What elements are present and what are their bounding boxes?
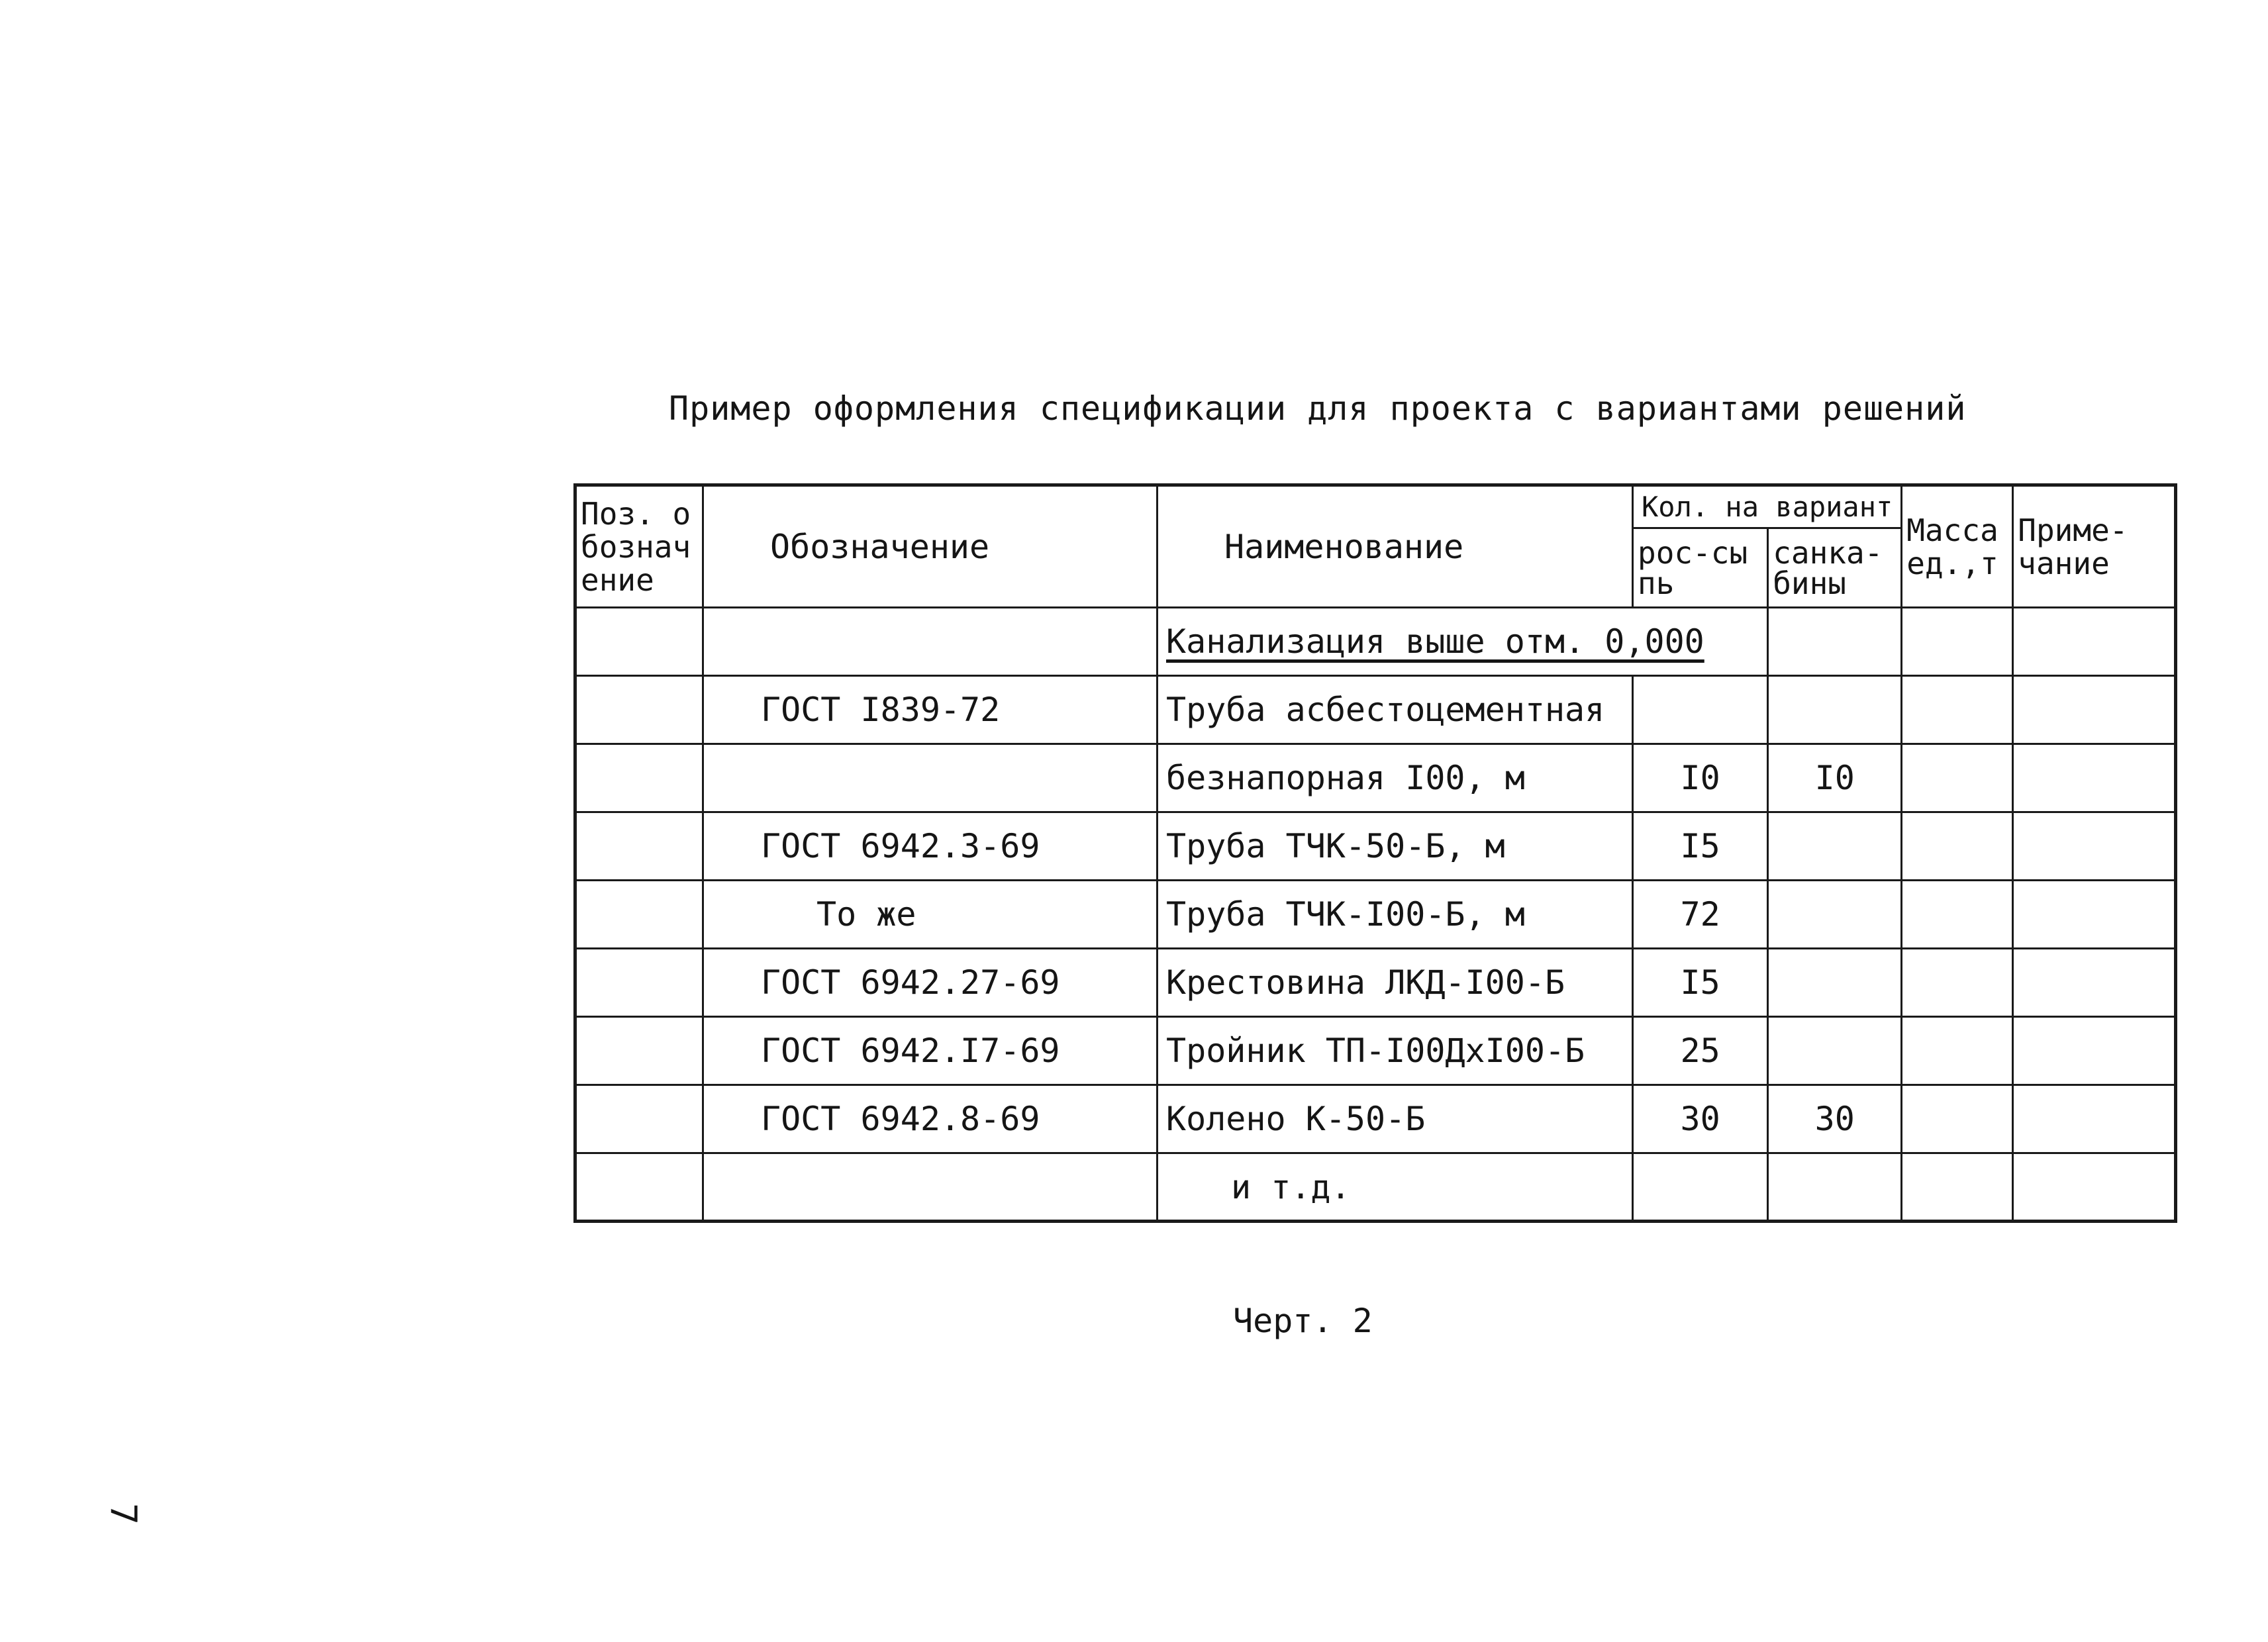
cell-qty-1 xyxy=(1633,1153,1768,1222)
cell-note xyxy=(2013,812,2176,881)
cell-name: и т.д. xyxy=(1158,1153,1633,1222)
cell-designation xyxy=(703,1153,1158,1222)
table-row xyxy=(575,881,2176,949)
cell-name: Труба асбестоцементная xyxy=(1158,676,1633,744)
cell-pos xyxy=(575,949,703,1017)
cell-qty-1 xyxy=(1633,676,1768,744)
cell-mass xyxy=(1902,812,2013,881)
cell-note xyxy=(2013,744,2176,812)
cell-pos xyxy=(575,881,703,949)
cell-designation: ГОСТ 6942.27-69 xyxy=(703,949,1158,1017)
cell-note xyxy=(2013,608,2176,676)
cell-qty-2 xyxy=(1768,949,1902,1017)
figure-caption: Черт. 2 xyxy=(1233,1302,1373,1340)
cell-pos xyxy=(575,812,703,881)
cell-qty-1: I0 xyxy=(1633,744,1768,812)
cell-qty-1: I5 xyxy=(1633,949,1768,1017)
cell-mass xyxy=(1902,676,2013,744)
cell-name: Колено К-50-Б xyxy=(1158,1085,1633,1153)
cell-note xyxy=(2013,949,2176,1017)
cell-qty-1: 72 xyxy=(1633,881,1768,949)
header-note: Приме-чание xyxy=(2013,485,2176,608)
cell-note xyxy=(2013,1153,2176,1222)
table-row xyxy=(575,812,2176,881)
cell-name: безнапорная I00, м xyxy=(1158,744,1633,812)
section-title-text: Канализация выше отм. 0,000 xyxy=(1166,622,1704,661)
cell-name: Тройник ТП-I00ДхI00-Б xyxy=(1158,1017,1633,1085)
cell-qty-2 xyxy=(1768,676,1902,744)
cell-mass xyxy=(1902,881,2013,949)
cell-qty-2: 30 xyxy=(1768,1085,1902,1153)
header-name: Наименование xyxy=(1158,485,1633,608)
cell-designation: ГОСТ 6942.8-69 xyxy=(703,1085,1158,1153)
specification-table xyxy=(573,483,2177,1223)
cell-mass xyxy=(1902,1017,2013,1085)
header-qty-group: Кол. на вариант xyxy=(1633,485,1902,528)
cell-pos xyxy=(575,1153,703,1222)
page-number: 7 xyxy=(102,1503,144,1525)
cell-mass xyxy=(1902,949,2013,1017)
cell-name: Крестовина ЛКД-I00-Б xyxy=(1158,949,1633,1017)
table-row xyxy=(575,676,2176,744)
section-title xyxy=(1158,608,1768,676)
cell-designation: То же xyxy=(703,881,1158,949)
cell-designation: ГОСТ 6942.I7-69 xyxy=(703,1017,1158,1085)
table-row xyxy=(575,949,2176,1017)
cell-mass xyxy=(1902,744,2013,812)
cell-name: Труба ТЧК-50-Б, м xyxy=(1158,812,1633,881)
cell-pos xyxy=(575,676,703,744)
cell-qty-1: 25 xyxy=(1633,1017,1768,1085)
header-qty-2: санка-бины xyxy=(1768,528,1902,608)
table-row xyxy=(575,1017,2176,1085)
cell-pos xyxy=(575,744,703,812)
header-pos: Поз. обозначение xyxy=(575,485,703,608)
cell-qty-2 xyxy=(1768,1017,1902,1085)
cell-qty-2 xyxy=(1768,812,1902,881)
cell-pos xyxy=(575,1085,703,1153)
table-row xyxy=(575,1153,2176,1222)
cell-note xyxy=(2013,1085,2176,1153)
cell-qty-1: I5 xyxy=(1633,812,1768,881)
cell-designation: ГОСТ I839-72 xyxy=(703,676,1158,744)
cell-qty-1: 30 xyxy=(1633,1085,1768,1153)
cell-note xyxy=(2013,881,2176,949)
cell-designation: ГОСТ 6942.3-69 xyxy=(703,812,1158,881)
cell-qty-2 xyxy=(1768,608,1902,676)
table-row xyxy=(575,1085,2176,1153)
cell-mass xyxy=(1902,608,2013,676)
cell-note xyxy=(2013,1017,2176,1085)
cell-pos xyxy=(575,608,703,676)
cell-mass xyxy=(1902,1153,2013,1222)
header-mass: Масса ед.,т xyxy=(1902,485,2013,608)
cell-pos xyxy=(575,1017,703,1085)
cell-qty-2: I0 xyxy=(1768,744,1902,812)
table-row xyxy=(575,744,2176,812)
cell-qty-2 xyxy=(1768,1153,1902,1222)
cell-note xyxy=(2013,676,2176,744)
cell-designation xyxy=(703,744,1158,812)
cell-mass xyxy=(1902,1085,2013,1153)
cell-designation xyxy=(703,608,1158,676)
table-row xyxy=(575,608,2176,676)
cell-name: Труба ТЧК-I00-Б, м xyxy=(1158,881,1633,949)
cell-qty-2 xyxy=(1768,881,1902,949)
document-title: Пример оформления спецификации для проекта с вариантами решений xyxy=(669,389,1967,428)
header-qty-1: рос-сыпь xyxy=(1633,528,1768,608)
header-designation: Обозначение xyxy=(703,485,1158,608)
